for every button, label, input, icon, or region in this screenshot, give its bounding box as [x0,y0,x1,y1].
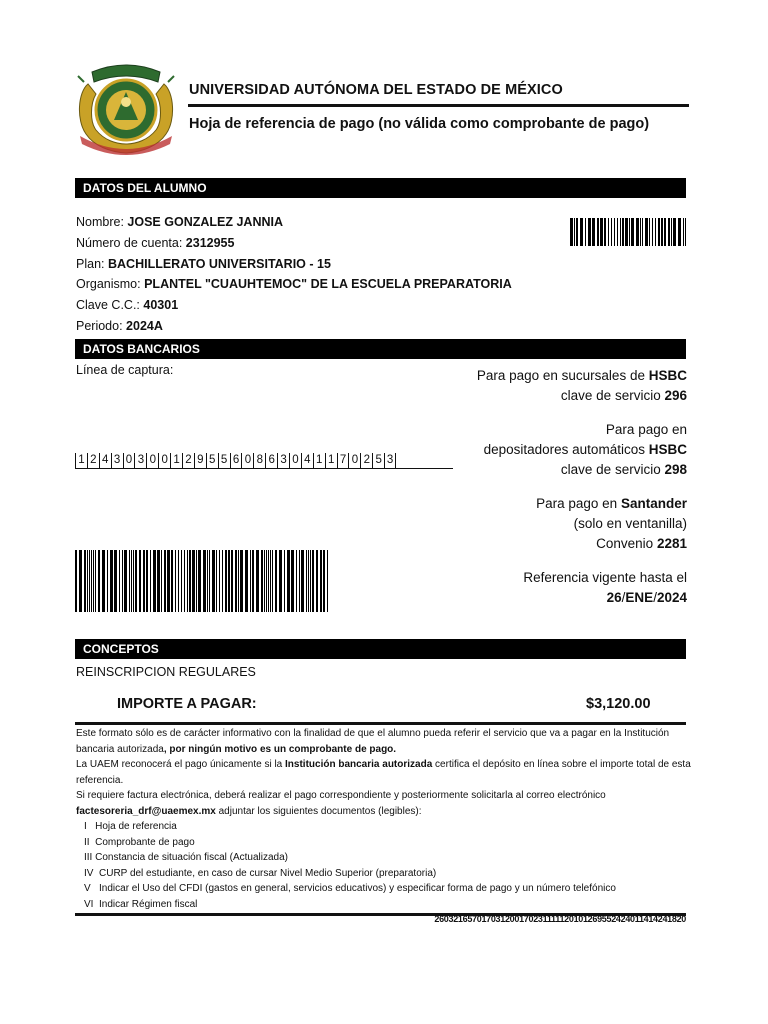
hsbc-branch-code: 296 [664,388,687,403]
period-label: Periodo: [76,319,123,333]
barcode-bar [661,218,663,246]
barcode-bar [79,550,82,612]
barcode-bar [114,550,117,612]
barcode-bar [655,218,656,246]
barcode-bar [131,550,132,612]
barcode-bar [261,550,263,612]
hsbc-auto-block [484,420,687,480]
barcode-bar [164,550,166,612]
capture-digit: 1 [313,453,325,468]
barcode-bar [124,550,127,612]
barcode-bar [597,218,599,246]
barcode-bar [272,550,273,612]
clave-label: Clave C.C.: [76,298,140,312]
barcode-bar [266,550,267,612]
barcode-bar [219,550,220,612]
barcode-bar [95,550,96,612]
barcode-bar [222,550,223,612]
barcode-bar [640,218,641,246]
capture-digit: 2 [360,453,372,468]
barcode-bar [611,218,612,246]
santander-prefix: Para pago en [536,496,618,511]
note-3a: Si requiere factura electrónica, deberá realizar el pago correspondiente y posteriormente solicitarla al correo electrónico [76,790,606,801]
capture-digit: 0 [123,453,135,468]
doc-list-item: VI Indicar Régimen fiscal [84,898,198,910]
barcode-bar [649,218,650,246]
capture-digit: 4 [99,453,111,468]
santander-name: Santander [620,496,687,511]
barcode-bar [668,218,670,246]
auto-line-2: depositadores automáticos [483,442,645,457]
barcode-bar [629,218,630,246]
barcode-bar [608,218,609,246]
barcode-bar [119,550,120,612]
barcode-bar [600,218,603,246]
barcode-bar [184,550,185,612]
barcode-bar [250,550,251,612]
barcode-bar [235,550,237,612]
service-key-label: clave de servicio [560,388,661,403]
document-subtitle: Hoja de referencia de pago (no válida como comprobante de pago) [189,116,650,132]
barcode-bar [585,218,586,246]
barcode-bar [245,550,248,612]
valid-sep-1: / [621,590,626,605]
barcode-bar [187,550,188,612]
barcode-bar [645,218,648,246]
capture-line-label: Línea de captura: [76,363,174,377]
capture-digit: 1 [75,453,87,468]
barcode-bar [284,550,285,612]
capture-digit: 6 [230,453,242,468]
barcode-bar [75,550,77,612]
note-2c: certifica el depósito en línea sobre el importe total de esta referencia. [76,759,691,786]
footer-reference-code: 2603216570170312001702311111201012695524240114142418​20 [434,914,686,924]
barcode-bar [153,550,156,612]
student-plan [76,257,331,271]
barcode-bar [89,550,90,612]
barcode-bar [110,550,113,612]
student-clave [76,298,178,312]
barcode-bar [84,550,86,612]
barcode-bar [192,550,195,612]
student-name [76,215,283,229]
capture-line-underline [75,468,453,469]
barcode-bar [198,550,201,612]
valid-month: ENE [625,590,654,605]
barcode-bar [252,550,254,612]
barcode-bar [570,218,573,246]
capture-digit: 1 [170,453,182,468]
barcode-bar [275,550,277,612]
capture-digit: 3 [134,453,146,468]
barcode-bar [631,218,634,246]
barcode-bar [620,218,621,246]
barcode-bar [93,550,94,612]
convenio-label: Convenio [596,536,654,551]
capture-digit: 8 [253,453,265,468]
name-label: Nombre: [76,215,124,229]
hsbc-branch-prefix: Para pago en sucursales de [476,368,645,383]
barcode-bar [157,550,160,612]
note-paragraph-3 [76,788,691,819]
barcode-bar [642,218,643,246]
barcode-bar [240,550,243,612]
barcode-bar [604,218,606,246]
account-value: 2312955 [185,236,235,250]
barcode-bar [574,218,575,246]
barcode-bar [171,550,173,612]
barcode-bar [622,218,624,246]
org-value: PLANTEL "CUAUHTEMOC" DE LA ESCUELA PREPARATORIA [144,277,512,291]
capture-digit: 3 [111,453,123,468]
barcode-bar [270,550,271,612]
barcode-bar [671,218,672,246]
barcode-bar [617,218,618,246]
barcode-bar [161,550,162,612]
note-2b: Institución bancaria autorizada [285,759,433,770]
account-barcode-icon [570,218,686,246]
capture-digit: 0 [146,453,158,468]
hsbc-auto-code: 298 [664,462,687,477]
barcode-bar [678,218,681,246]
note-1b: , por ningún motivo es un comprobante de pago. [163,743,397,755]
barcode-bar [312,550,314,612]
clave-value: 40301 [143,298,179,312]
capture-digit: 5 [218,453,230,468]
doc-list-item: I Hoja de referencia [84,821,177,832]
barcode-bar [102,550,105,612]
barcode-bar [264,550,265,612]
barcode-bar [296,550,297,612]
valid-year: 2024 [656,590,687,605]
legal-notes [76,726,691,912]
capture-digit: 9 [194,453,206,468]
barcode-bar [673,218,676,246]
barcode-bar [212,550,215,612]
barcode-bar [98,550,100,612]
barcode-bar [323,550,325,612]
barcode-bar [139,550,141,612]
barcode-bar [291,550,294,612]
barcode-bar [231,550,233,612]
barcode-bar [143,550,145,612]
barcode-bar [588,218,591,246]
barcode-bar [228,550,230,612]
barcode-bar [580,218,583,246]
university-crest-icon [74,62,178,156]
barcode-bar [129,550,130,612]
barcode-bar [135,550,137,612]
valid-until-label: Referencia vigente hasta el [523,570,687,585]
barcode-bar [299,550,300,612]
barcode-bar [310,550,311,612]
header-divider [188,104,689,107]
hsbc-branch-block [477,366,687,406]
amount-divider [75,722,686,725]
valid-until-date [523,588,687,608]
barcode-bar [175,550,176,612]
convenio-value: 2281 [656,536,687,551]
barcode-bar [308,550,309,612]
barcode-bar [256,550,259,612]
barcode-bar [327,550,328,612]
barcode-bar [636,218,639,246]
capture-digit: 3 [277,453,289,468]
capture-line-digits [75,453,396,468]
capture-digit: 0 [241,453,253,468]
barcode-bar [320,550,322,612]
barcode-bar [683,218,684,246]
bank-section-header: DATOS BANCARIOS [75,339,686,359]
capture-digit: 2 [182,453,194,468]
barcode-bar [592,218,595,246]
doc-list-item: II Comprobante de pago [84,836,195,848]
barcode-bar [652,218,653,246]
barcode-bar [107,550,108,612]
capture-digit: 4 [301,453,313,468]
billing-email: factesoreria_drf@uaemex.mx [76,805,216,817]
barcode-bar [203,550,206,612]
barcode-bar [614,218,615,246]
barcode-bar [167,550,170,612]
barcode-bar [178,550,179,612]
barcode-bar [685,218,686,246]
capture-digit: 2 [87,453,99,468]
student-section-header: DATOS DEL ALUMNO [75,178,686,198]
barcode-bar [146,550,148,612]
barcode-bar [209,550,210,612]
santander-block [536,494,687,554]
note-paragraph-2 [76,757,691,788]
capture-digit: 6 [265,453,277,468]
valid-sep-2: / [653,590,657,605]
barcode-bar [316,550,318,612]
note-2a: La UAEM reconocerá el pago únicamente si la [76,759,286,770]
barcode-bar [268,550,269,612]
capture-digit: 5 [206,453,218,468]
plan-label: Plan: [76,257,105,271]
student-organism [76,277,512,291]
doc-list-item: III Constancia de situación fiscal (Actualizada) [84,852,288,863]
barcode-bar [91,550,92,612]
barcode-bar [287,550,290,612]
concept-item: REINSCRIPCION REGULARES [76,665,256,679]
capture-digit: 0 [158,453,170,468]
amount-label: IMPORTE A PAGAR: [117,696,257,712]
barcode-bar [216,550,217,612]
auto-line-1: Para pago en [605,422,687,437]
barcode-bar [133,550,134,612]
barcode-bar [122,550,123,612]
barcode-bar [196,550,197,612]
period-value: 2024A [126,319,163,333]
barcode-bar [189,550,191,612]
note-3b: adjuntar los siguientes documentos (legibles): [215,805,422,817]
barcode-bar [664,218,666,246]
santander-note: (solo en ventanilla) [573,516,687,531]
capture-digit: 7 [337,453,349,468]
doc-list-item: V Indicar el Uso del CFDI (gastos en general, servicios educativos) y especificar forma de pago y un número telefónico [84,883,616,894]
university-title: UNIVERSIDAD AUTÓNOMA DEL ESTADO DE MÉXICO [189,82,563,98]
hsbc-name-auto: HSBC [648,442,687,457]
org-label: Organismo: [76,277,141,291]
student-account [76,236,234,250]
capture-digit: 0 [348,453,360,468]
barcode-bar [238,550,239,612]
capture-digit: 3 [384,453,396,468]
plan-value: BACHILLERATO UNIVERSITARIO - 15 [107,257,331,271]
barcode-bar [658,218,660,246]
barcode-bar [625,218,628,246]
amount-value: $3,120.00 [586,696,651,712]
barcode-bar [301,550,304,612]
note-1a: Este formato sólo es de carácter informativo con la finalidad de que el alumno pueda referir el servicio que va a pagar en la Institución bancaria autorizada [76,728,670,755]
barcode-bar [306,550,307,612]
barcode-bar [225,550,227,612]
barcode-bar [576,218,578,246]
name-value: JOSE GONZALEZ JANNIA [127,215,283,229]
capture-digit: 5 [372,453,384,468]
barcode-bar [181,550,182,612]
concepts-section-header: CONCEPTOS [75,639,686,659]
capture-digit: 0 [289,453,301,468]
student-period [76,319,163,333]
validity-block [523,568,687,608]
doc-list-item: IV CURP del estudiante, en caso de cursar Nivel Medio Superior (preparatoria) [84,867,437,879]
barcode-bar [207,550,208,612]
service-key-label-auto: clave de servicio [560,462,661,477]
barcode-bar [87,550,88,612]
valid-day: 26 [606,590,622,605]
note-paragraph-1 [76,726,691,757]
barcode-bar [279,550,282,612]
capture-digit: 1 [325,453,337,468]
capture-line-barcode-icon [75,550,329,612]
account-label: Número de cuenta: [76,236,183,250]
barcode-bar [150,550,151,612]
hsbc-name: HSBC [648,368,687,383]
